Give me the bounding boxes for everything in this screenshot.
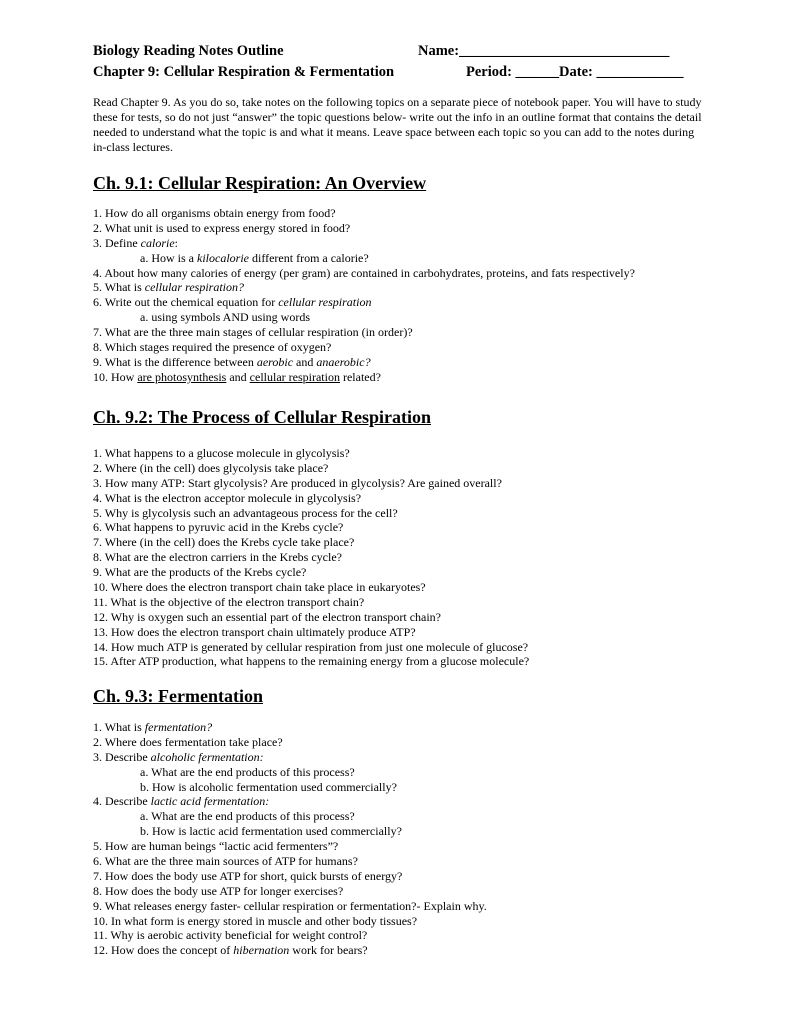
italic-term: anaerobic? bbox=[316, 354, 371, 369]
question-item bbox=[93, 565, 733, 580]
question-text: 3. Define bbox=[93, 235, 141, 250]
question-text: 1. What is bbox=[93, 720, 145, 734]
question-text: 11. Why is aerobic activity beneficial for weight control? bbox=[93, 928, 368, 943]
period-date-label: Period: ______Date: ____________ bbox=[466, 64, 684, 80]
italic-term: kilocalorie bbox=[197, 250, 249, 265]
question-list-9-2 bbox=[93, 446, 733, 669]
question-item bbox=[93, 854, 733, 869]
question-text: 9. What releases energy faster- cellular respiration or fermentation?- Explain why. bbox=[93, 898, 487, 913]
question-text: 4. Describe bbox=[93, 794, 151, 809]
section-heading-9-1: Ch. 9.1: Cellular Respiration: An Overview bbox=[93, 173, 427, 193]
italic-term: calorie bbox=[140, 235, 175, 250]
chapter-title: Chapter 9: Cellular Respiration & Fermentation bbox=[93, 64, 395, 80]
question-text: 14. How much ATP is generated by cellular respiration from just one molecule of glucose? bbox=[93, 639, 529, 654]
question-item bbox=[93, 794, 733, 809]
question-item bbox=[93, 236, 733, 251]
question-list-9-1 bbox=[93, 206, 733, 385]
question-list-9-3 bbox=[93, 720, 733, 958]
sub-question bbox=[93, 824, 733, 839]
sub-question bbox=[93, 809, 733, 824]
italic-term: fermentation? bbox=[144, 720, 213, 734]
question-text: 7. How does the body use ATP for short, quick bursts of energy? bbox=[93, 868, 403, 883]
question-item bbox=[93, 461, 733, 476]
italic-term: cellular respiration bbox=[278, 295, 372, 310]
question-text: 2. Where does fermentation take place? bbox=[93, 734, 283, 749]
question-text: 2. What unit is used to express energy stored in food? bbox=[93, 220, 351, 235]
question-text: 8. What are the electron carriers in the Krebs cycle? bbox=[93, 550, 342, 565]
question-item bbox=[93, 446, 733, 461]
question-text: a. What are the end products of this process? bbox=[140, 764, 355, 779]
question-item bbox=[93, 340, 733, 355]
question-text: 8. Which stages required the presence of oxygen? bbox=[93, 340, 332, 355]
question-item bbox=[93, 750, 733, 765]
question-text: b. How is alcoholic fermentation used commercially? bbox=[140, 779, 397, 794]
question-text: 6. What are the three main sources of ATP for humans? bbox=[93, 854, 358, 869]
question-text: 3. Describe bbox=[93, 749, 151, 764]
underlined-term: cellular respiration bbox=[249, 369, 340, 384]
question-item bbox=[93, 355, 733, 370]
question-text: 12. How does the concept of bbox=[93, 943, 234, 958]
italic-term: aerobic bbox=[256, 354, 294, 369]
question-item bbox=[93, 869, 733, 884]
question-item bbox=[93, 884, 733, 899]
question-text: 3. How many ATP: Start glycolysis? Are produced in glycolysis? Are gained overall? bbox=[93, 475, 502, 490]
question-text: a. What are the end products of this process? bbox=[140, 809, 355, 824]
question-item bbox=[93, 580, 733, 595]
question-text: 6. What happens to pyruvic acid in the Krebs cycle? bbox=[93, 520, 344, 535]
question-text: 9. What is the difference between bbox=[93, 354, 257, 369]
section-heading-9-2: Ch. 9.2: The Process of Cellular Respiration bbox=[93, 407, 431, 427]
question-text: : bbox=[174, 235, 178, 250]
question-item bbox=[93, 610, 733, 625]
question-item bbox=[93, 266, 733, 281]
question-text: related? bbox=[339, 369, 381, 384]
question-item bbox=[93, 520, 733, 535]
question-item bbox=[93, 640, 733, 655]
italic-term: lactic acid fermentation: bbox=[150, 794, 270, 809]
name-field-label: Name:_____________________________ bbox=[418, 43, 670, 59]
question-text: 1. How do all organisms obtain energy from food? bbox=[93, 206, 336, 220]
question-text: 13. How does the electron transport chain ultimately produce ATP? bbox=[93, 624, 416, 639]
question-item bbox=[93, 550, 733, 565]
question-text: 6. Write out the chemical equation for bbox=[93, 295, 279, 310]
question-item bbox=[93, 735, 733, 750]
question-item bbox=[93, 280, 733, 295]
question-text: different from a calorie? bbox=[248, 250, 369, 265]
question-text: 9. What are the products of the Krebs cycle? bbox=[93, 565, 307, 580]
question-text: 5. How are human beings “lactic acid fermenters”? bbox=[93, 839, 339, 854]
question-text: 10. In what form is energy stored in muscle and other body tissues? bbox=[93, 913, 418, 928]
question-text: 12. Why is oxygen such an essential part of the electron transport chain? bbox=[93, 609, 442, 624]
question-text: 11. What is the objective of the electron transport chain? bbox=[93, 594, 365, 609]
question-text: 8. How does the body use ATP for longer exercises? bbox=[93, 883, 344, 898]
question-item bbox=[93, 943, 733, 958]
question-item bbox=[93, 839, 733, 854]
question-text: work for bears? bbox=[289, 943, 368, 958]
question-item bbox=[93, 535, 733, 550]
question-item bbox=[93, 914, 733, 929]
question-text: 4. What is the electron acceptor molecule in glycolysis? bbox=[93, 490, 362, 505]
question-item bbox=[93, 595, 733, 610]
sub-question bbox=[93, 251, 733, 266]
sub-question bbox=[93, 310, 733, 325]
question-text: a. using symbols AND using words bbox=[140, 310, 311, 325]
question-item bbox=[93, 221, 733, 236]
question-text: b. How is lactic acid fermentation used commercially? bbox=[140, 824, 402, 839]
italic-term: alcoholic fermentation: bbox=[150, 749, 264, 764]
intro-paragraph: Read Chapter 9. As you do so, take notes on the following topics on a separate piece of notebook paper. You will have to study these for tests, so do not just “answer” the topic questions below- write out the info in an outline format that contains the detail needed to understand what the topic is and what it means. Leave space between each topic so you can add to the notes during in-class lectures. bbox=[93, 95, 702, 154]
question-item bbox=[93, 928, 733, 943]
question-text: a. How is a bbox=[140, 250, 197, 265]
question-item bbox=[93, 720, 733, 735]
question-text: 15. After ATP production, what happens to the remaining energy from a glucose molecule? bbox=[93, 654, 530, 669]
question-text: 4. About how many calories of energy (per gram) are contained in carbohydrates, proteins, and fats respectively? bbox=[93, 265, 635, 280]
question-item bbox=[93, 491, 733, 506]
italic-term: hibernation bbox=[233, 943, 290, 958]
question-item bbox=[93, 899, 733, 914]
question-item bbox=[93, 295, 733, 310]
question-text: 10. Where does the electron transport chain take place in eukaryotes? bbox=[93, 580, 426, 595]
question-item bbox=[93, 625, 733, 640]
question-text: and bbox=[293, 354, 317, 369]
section-heading-9-3: Ch. 9.3: Fermentation bbox=[93, 686, 263, 706]
doc-title: Biology Reading Notes Outline bbox=[93, 43, 284, 59]
question-text: 1. What happens to a glucose molecule in glycolysis? bbox=[93, 446, 350, 460]
question-item bbox=[93, 476, 733, 491]
question-text: and bbox=[226, 369, 250, 384]
underlined-term: are photosynthesis bbox=[137, 369, 227, 384]
question-text: 2. Where (in the cell) does glycolysis take place? bbox=[93, 460, 329, 475]
question-text: 5. What is bbox=[93, 280, 145, 295]
sub-question bbox=[93, 780, 733, 795]
question-item bbox=[93, 506, 733, 521]
question-item bbox=[93, 654, 733, 669]
question-text: 7. What are the three main stages of cellular respiration (in order)? bbox=[93, 325, 413, 340]
question-text: 5. Why is glycolysis such an advantageous process for the cell? bbox=[93, 505, 398, 520]
question-item bbox=[93, 370, 733, 385]
sub-question bbox=[93, 765, 733, 780]
question-item bbox=[93, 325, 733, 340]
question-text: 10. How bbox=[93, 369, 138, 384]
question-text: 7. Where (in the cell) does the Krebs cycle take place? bbox=[93, 535, 355, 550]
italic-term: cellular respiration? bbox=[144, 280, 244, 295]
question-item bbox=[93, 206, 733, 221]
